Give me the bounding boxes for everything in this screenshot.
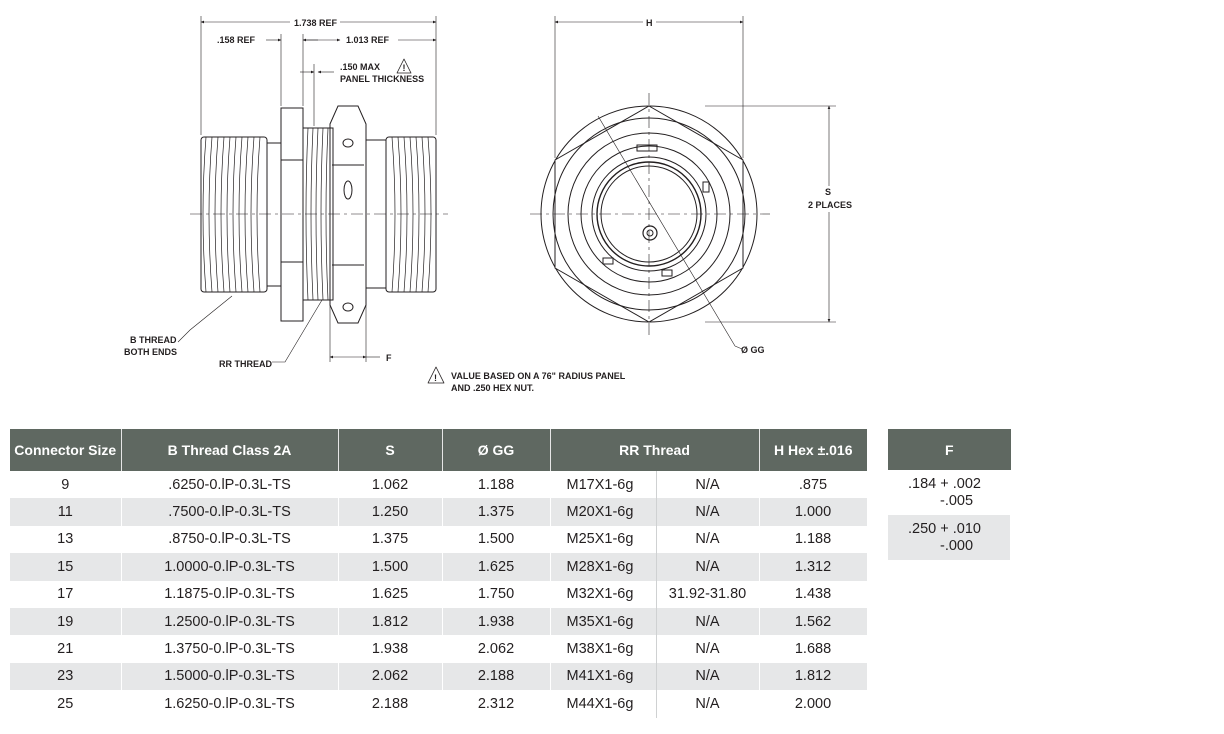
cell-gg: 2.312 (442, 690, 550, 717)
dim-panel-max: .150 MAX (340, 62, 381, 72)
dim-body: 1.013 REF (346, 35, 390, 45)
cell-size: 19 (10, 608, 121, 635)
cell-b-thread: .8750-0.lP-0.3L-TS (121, 526, 338, 553)
cell-h-hex: 1.438 (759, 581, 867, 608)
cell-b-thread: 1.6250-0.lP-0.3L-TS (121, 690, 338, 717)
cell-s: 1.500 (338, 553, 442, 580)
end-view (530, 93, 770, 346)
cell-h-hex: 2.000 (759, 690, 867, 717)
cell-rr-diameter: N/A (656, 553, 759, 580)
cell-rr-diameter: N/A (656, 471, 759, 498)
cell-size: 11 (10, 498, 121, 525)
dim-panel-thickness: PANEL THICKNESS (340, 74, 425, 84)
dim-f: F (386, 353, 392, 363)
cell-gg: 1.500 (442, 526, 550, 553)
header-h-hex: H Hex ±.016 (759, 429, 867, 471)
cell-gg: 2.062 (442, 635, 550, 662)
f-tolerance-minus: -.000 (940, 537, 974, 554)
cell-f-value (888, 470, 1011, 515)
header-s: S (338, 429, 442, 471)
cell-rr-diameter: N/A (656, 635, 759, 662)
left-thread-lines (203, 137, 260, 292)
cell-rr-thread: M25X1-6g (550, 526, 656, 553)
cell-b-thread: 1.1875-0.lP-0.3L-TS (121, 581, 338, 608)
callout-b-thread: B THREAD (130, 335, 177, 345)
cell-rr-thread: M41X1-6g (550, 663, 656, 690)
cell-s: 1.062 (338, 471, 442, 498)
cell-gg: 1.938 (442, 608, 550, 635)
cell-rr-thread: M38X1-6g (550, 635, 656, 662)
header-b-thread: B Thread Class 2A (121, 429, 338, 471)
side-view (190, 106, 448, 323)
f-dimension-table (888, 429, 1011, 560)
cell-rr-diameter: 31.92-31.80 (656, 581, 759, 608)
cell-rr-thread: M17X1-6g (550, 471, 656, 498)
callout-both-ends: BOTH ENDS (124, 347, 178, 357)
callout-rr-thread: RR THREAD (219, 359, 272, 369)
cell-gg: 1.750 (442, 581, 550, 608)
cell-h-hex: 1.812 (759, 663, 867, 690)
header-connector-size: Connector Size (10, 429, 121, 471)
note-line-2: AND .250 HEX NUT. (451, 383, 535, 393)
cell-size: 17 (10, 581, 121, 608)
cell-b-thread: 1.0000-0.lP-0.3L-TS (121, 553, 338, 580)
table-header-row (888, 429, 1011, 470)
warning-triangle-icon (428, 367, 444, 383)
cell-size: 21 (10, 635, 121, 662)
cell-rr-diameter: N/A (656, 663, 759, 690)
dim-h: H (646, 18, 653, 28)
cell-s: 2.062 (338, 663, 442, 690)
warning-triangle-icon (397, 59, 411, 73)
cell-rr-thread: M35X1-6g (550, 608, 656, 635)
cell-b-thread: 1.5000-0.lP-0.3L-TS (121, 663, 338, 690)
table-row (888, 515, 1011, 560)
table-row (10, 471, 867, 498)
cell-rr-thread: M32X1-6g (550, 581, 656, 608)
table-row (10, 663, 867, 690)
dim-gg: Ø GG (741, 345, 765, 355)
f-tolerance-plus: .250 + .010 (908, 520, 981, 537)
header-rr-thread: RR Thread (550, 429, 759, 471)
cell-s: 1.812 (338, 608, 442, 635)
dim-s-places: 2 PLACES (808, 200, 853, 210)
flange (281, 108, 303, 321)
table-row (10, 526, 867, 553)
cell-b-thread: 1.2500-0.lP-0.3L-TS (121, 608, 338, 635)
cell-h-hex: 1.688 (759, 635, 867, 662)
table-row (10, 608, 867, 635)
svg-text:!: ! (434, 373, 437, 383)
cell-s: 1.938 (338, 635, 442, 662)
cell-s: 2.188 (338, 690, 442, 717)
table-header-row (10, 429, 867, 471)
header-f: F (888, 429, 1011, 470)
table-row (10, 635, 867, 662)
table-row (10, 690, 867, 717)
dim-s: S (825, 187, 832, 197)
cell-rr-thread: M20X1-6g (550, 498, 656, 525)
cell-gg: 1.375 (442, 498, 550, 525)
cell-h-hex: 1.312 (759, 553, 867, 580)
note-line-1: VALUE BASED ON A 76" RADIUS PANEL (451, 371, 626, 381)
cell-rr-diameter: N/A (656, 498, 759, 525)
cell-gg: 1.625 (442, 553, 550, 580)
cell-f-value (888, 515, 1011, 560)
cell-size: 25 (10, 690, 121, 717)
cell-size: 9 (10, 471, 121, 498)
cell-rr-diameter: N/A (656, 690, 759, 717)
cell-size: 15 (10, 553, 121, 580)
svg-text:!: ! (402, 63, 406, 73)
dim-flange: .158 REF (217, 35, 256, 45)
cell-rr-diameter: N/A (656, 608, 759, 635)
cell-s: 1.250 (338, 498, 442, 525)
dim-overall: 1.738 REF (294, 18, 338, 28)
cell-size: 23 (10, 663, 121, 690)
f-tolerance-minus: -.005 (940, 492, 974, 509)
cell-gg: 2.188 (442, 663, 550, 690)
cell-gg: 1.188 (442, 471, 550, 498)
cell-rr-diameter: N/A (656, 526, 759, 553)
header-gg: Ø GG (442, 429, 550, 471)
side-dimensions (178, 16, 436, 362)
cell-h-hex: 1.562 (759, 608, 867, 635)
table-row (10, 498, 867, 525)
cell-rr-thread: M28X1-6g (550, 553, 656, 580)
dimensions-table (10, 429, 868, 718)
f-tolerance-plus: .184 + .002 (908, 475, 981, 492)
table-row (888, 470, 1011, 515)
cell-h-hex: 1.000 (759, 498, 867, 525)
cell-b-thread: 1.3750-0.lP-0.3L-TS (121, 635, 338, 662)
cell-s: 1.625 (338, 581, 442, 608)
cell-b-thread: .6250-0.lP-0.3L-TS (121, 471, 338, 498)
cell-size: 13 (10, 526, 121, 553)
table-row (10, 553, 867, 580)
cell-rr-thread: M44X1-6g (550, 690, 656, 717)
cell-b-thread: .7500-0.lP-0.3L-TS (121, 498, 338, 525)
cell-h-hex: 1.188 (759, 526, 867, 553)
cell-h-hex: .875 (759, 471, 867, 498)
cell-s: 1.375 (338, 526, 442, 553)
table-row (10, 581, 867, 608)
